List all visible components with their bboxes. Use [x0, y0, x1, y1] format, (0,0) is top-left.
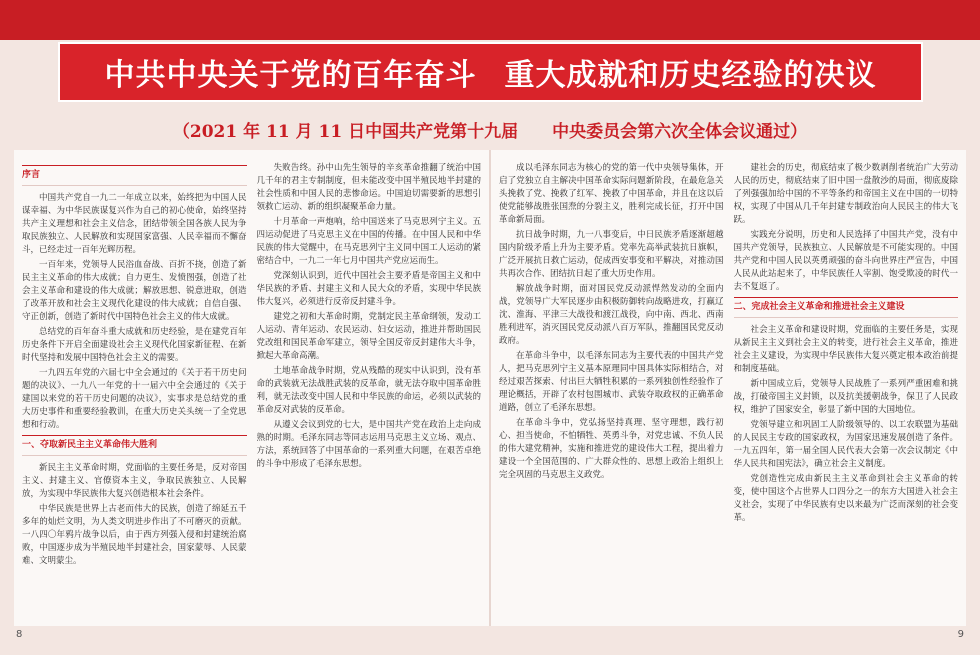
- left-column-1: [22, 162, 247, 614]
- section-heading-1: 一、夺取新民主主义革命伟大胜利: [22, 435, 247, 456]
- paragraph: 新中国成立后，党领导人民战胜了一系列严重困难和挑战，打破帝国主义封锁，以及抗美援朝战争，保卫了人民政权，维护了国家安全，彰显了新中国的大国地位。: [733, 379, 958, 415]
- header-red-band: [0, 0, 980, 40]
- page-number-left: 8: [16, 629, 23, 640]
- paragraph: 土地革命战争时期，党从残酷的现实中认识到，没有革命的武装就无法战胜武装的反革命，就无法夺取中国革命胜利，就无法改变中国人民和中华民族的命运，必须以武装的革命反对武装的反革命。: [256, 366, 481, 415]
- preface-heading: 序言: [22, 165, 247, 186]
- paragraph: 新民主主义革命时期，党面临的主要任务是，反对帝国主义、封建主义、官僚资本主义，争取民族独立、人民解放，为实现中华民族伟大复兴创造根本社会条件。: [22, 463, 247, 499]
- paragraph: 在革命斗争中，以毛泽东同志为主要代表的中国共产党人，把马克思列宁主义基本原理同中国具体实际相结合，对经过艰苦探索、付出巨大牺牲积累的一系列独创性经验作了理论概括，开辟了农村包围城市、武装夺取政权的正确革命道路，创立了毛泽东思想。: [499, 351, 724, 413]
- paragraph: 中国共产党自一九二一年成立以来，始终把为中国人民谋幸福、为中华民族谋复兴作为自己的初心使命，始终坚持共产主义理想和社会主义信念，团结带领全国各族人民为争取民族独立、人民解放和实现国家富强、人民幸福而不懈奋斗，已经走过一百年光辉历程。: [22, 193, 247, 255]
- paragraph: 党创造性完成由新民主主义革命到社会主义革命的转变，使中国这个占世界人口四分之一的东方大国进入社会主义社会，实现了中华民族有史以来最为广泛而深刻的社会变革。: [733, 474, 958, 523]
- paragraph: 十月革命一声炮响，给中国送来了马克思列宁主义。五四运动促进了马克思主义在中国的传播。在中国人民和中华民族的伟大觉醒中，在马克思列宁主义同中国工人运动的紧密结合中，一九二一年七月中国共产党应运而生。: [256, 217, 481, 266]
- paragraph: 一百年来，党领导人民浴血奋战、百折不挠，创造了新民主主义革命的伟大成就；自力更生、发愤图强，创造了社会主义革命和建设的伟大成就；解放思想、锐意进取，创造了改革开放和社会主义现代化建设的伟大成就；自信自强、守正创新，创造了新时代中国特色社会主义的伟大成就。: [22, 260, 247, 322]
- subtitle: [0, 117, 980, 142]
- page-title: [105, 50, 877, 94]
- paragraph: 党深刻认识到，近代中国社会主要矛盾是帝国主义和中华民族的矛盾、封建主义和人民大众的矛盾，实现中华民族伟大复兴，必须进行反帝反封建斗争。: [256, 271, 481, 307]
- section-heading-2: 二、完成社会主义革命和推进社会主义建设: [734, 297, 959, 318]
- subtitle-part-1: （2021 年 11 月 11 日中国共产党第十九届: [172, 122, 519, 142]
- paragraph: 社会主义革命和建设时期，党面临的主要任务是，实现从新民主主义到社会主义的转变，进行社会主义革命，推进社会主义建设，为实现中华民族伟大复兴奠定根本政治前提和制度基础。: [733, 325, 958, 374]
- page-number-right: 9: [957, 629, 964, 640]
- paragraph: 失败告终。孙中山先生领导的辛亥革命推翻了统治中国几千年的君主专制制度，但未能改变中国半殖民地半封建的社会性质和中国人民的悲惨命运。中国迫切需要新的思想引领救亡运动、新的组织凝聚革命力量。: [256, 163, 481, 212]
- paragraph: 中华民族是世界上古老而伟大的民族，创造了绵延五千多年的灿烂文明，为人类文明进步作出了不可磨灭的贡献。一八四〇年鸦片战争以后，由于西方列强入侵和封建统治腐败，中国逐步成为半殖民地半封建社会，国家蒙辱、人民蒙难、文明蒙尘。: [22, 504, 247, 566]
- paragraph: 在革命斗争中，党弘扬坚持真理、坚守理想，践行初心、担当使命，不怕牺牲、英勇斗争，对党忠诚、不负人民的伟大建党精神，实施和推进党的建设伟大工程，提出着力建设一个全国范围的、广大群众性的、思想上政治上组织上完全巩固的马克思主义政党。: [499, 418, 724, 480]
- paragraph: 总结党的百年奋斗重大成就和历史经验，是在建党百年历史条件下开启全面建设社会主义现代化国家新征程、在新时代坚持和发展中国特色社会主义的需要。: [22, 327, 247, 363]
- paragraph: 党领导建立和巩固工人阶级领导的、以工农联盟为基础的人民民主专政的国家政权，为国家迅速发展创造了条件。一九五四年，第一届全国人民代表大会第一次会议制定《中华人民共和国宪法》，确立社会主义制度。: [733, 420, 958, 469]
- paragraph: 一九四五年党的六届七中全会通过的《关于若干历史问题的决议》、一九八一年党的十一届六中全会通过的《关于建国以来党的若干历史问题的决议》，实事求是总结党的重大历史事件和重要经验教训，在重大历史关头统一了全党思想和行动。: [22, 368, 247, 430]
- paragraph: 建社会的历史，彻底结束了极少数剥削者统治广大劳动人民的历史，彻底结束了旧中国一盘散沙的局面，彻底废除了列强强加给中国的不平等条约和帝国主义在中国的一切特权，实现了中国从几千年封建专制政治向人民民主的伟大飞跃。: [733, 163, 958, 225]
- paragraph: 从遵义会议到党的七大，是中国共产党在政治上走向成熟的时期。毛泽东同志等同志运用马克思主义立场、观点、方法，系统回答了中国革命的一系列重大问题，在艰苦卓绝的斗争中形成了毛泽东思想。: [256, 420, 481, 469]
- paragraph: 实践充分说明，历史和人民选择了中国共产党，没有中国共产党领导，民族独立、人民解放是不可能实现的。中国共产党和中国人民以英勇顽强的奋斗向世界庄严宣告，中国人民从此站起来了，中华民族任人宰割、饱受欺凌的时代一去不复返了。: [733, 230, 958, 292]
- right-column-1: [499, 162, 724, 614]
- left-column-2: [257, 162, 482, 614]
- paragraph: 建党之初和大革命时期，党制定民主革命纲领，发动工人运动、青年运动、农民运动、妇女运动，推进并帮助国民党改组和国民革命军建立，领导全国反帝反封建伟大斗争，掀起大革命高潮。: [256, 312, 481, 361]
- title-banner: [58, 42, 923, 102]
- title-part-1: 中共中央关于党的百年奋斗: [104, 58, 477, 93]
- paragraph: 解放战争时期，面对国民党反动派悍然发动的全面内战，党领导广大军民逐步由积极防御转向战略进攻，打赢辽沈、淮海、平津三大战役和渡江战役，向中南、西北、西南胜利进军，消灭国民党反动派八百万军队，推翻国民党反动政府。: [499, 284, 724, 346]
- subtitle-part-2: 中央委员会第六次全体会议通过）: [552, 122, 808, 142]
- title-part-2: 重大成就和历史经验的决议: [504, 58, 877, 93]
- right-page: [491, 150, 966, 626]
- left-page: [14, 150, 489, 626]
- paragraph: 成以毛泽东同志为核心的党的第一代中央领导集体，开启了党独立自主解决中国革命实际问题新阶段，在最危急关头挽救了党、挽救了红军、挽救了中国革命，并且在这以后使党能够战胜张国焘的分裂主义，胜利完成长征，打开中国革命新局面。: [499, 163, 724, 225]
- paragraph: 抗日战争时期，九一八事变后，中日民族矛盾逐渐超越国内阶级矛盾上升为主要矛盾。党率先高举武装抗日旗帜，广泛开展抗日救亡运动，促成西安事变和平解决，对推动国共再次合作、团结抗日起了重大历史作用。: [499, 230, 724, 279]
- right-column-2: [734, 162, 959, 614]
